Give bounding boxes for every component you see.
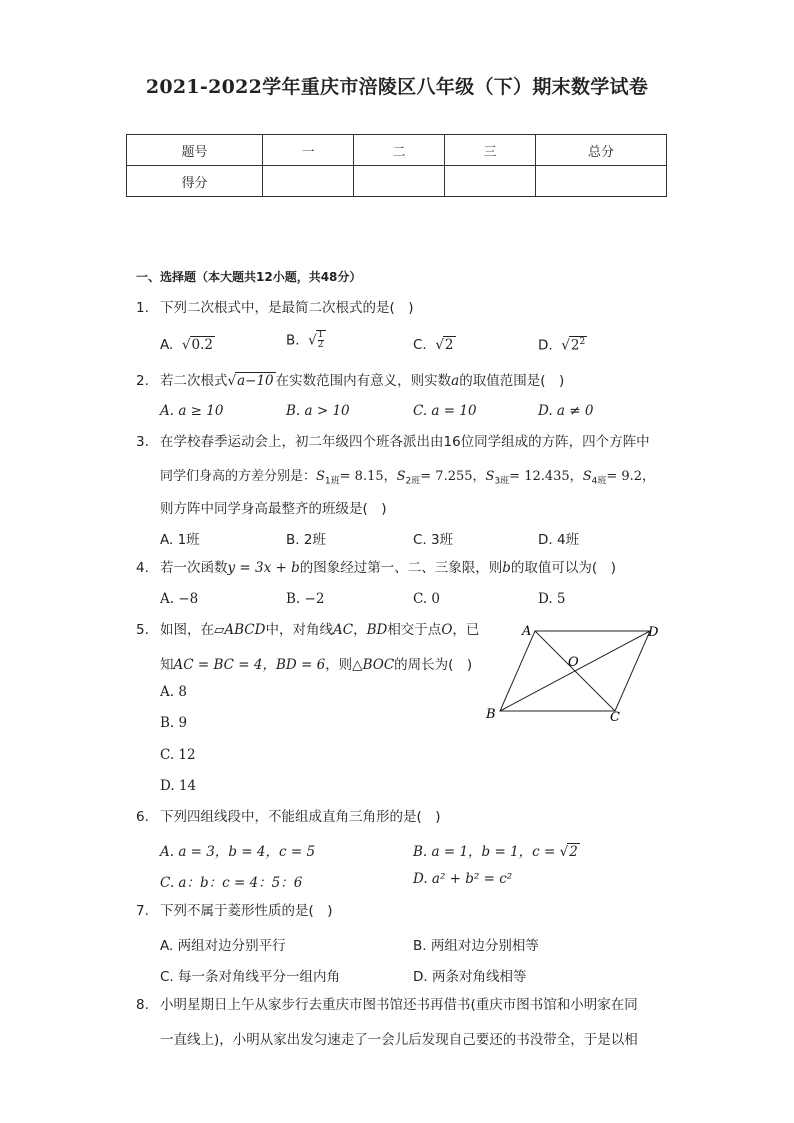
score-table bbox=[126, 134, 667, 197]
question-1 bbox=[136, 300, 414, 316]
question-7: 7. 下列不属于菱形性质的是( ) bbox=[136, 903, 333, 919]
diagonal-bd bbox=[500, 631, 650, 711]
option-a: A. 两组对边分别平行 bbox=[160, 938, 286, 954]
option-b: B. 2班 bbox=[286, 532, 326, 548]
option-d: D. 5 bbox=[538, 591, 566, 607]
option-b: B. √ $\frac{1}{2}$ bbox=[286, 330, 324, 350]
option-b: B. −2 bbox=[286, 591, 325, 607]
option-c: C. a = 10 bbox=[413, 403, 477, 419]
option-a: A. −8 bbox=[160, 591, 199, 607]
option-c: C. 每一条对角线平分一组内角 bbox=[160, 969, 341, 985]
option-c: C. 12 bbox=[160, 747, 196, 763]
table-row bbox=[127, 166, 667, 197]
table-cell: 得分 bbox=[127, 166, 263, 197]
question-5: 5. 如图，在▱ABCD中，对角线AC，BD相交于点O，已 bbox=[136, 622, 480, 638]
score-cell[interactable] bbox=[536, 166, 667, 197]
question-8-line2: 一直线上)，小明从家出发匀速走了一会儿后发现自己要还的书没带全，于是以相 bbox=[160, 1032, 638, 1048]
question-6: 6. 下列四组线段中，不能组成直角三角形的是( ) bbox=[136, 809, 441, 825]
option-b: B. 两组对边分别相等 bbox=[413, 938, 539, 954]
question-3: 3. 在学校春季运动会上，初二年级四个班各派出由16位同学组成的方阵，四个方阵中 bbox=[136, 434, 650, 450]
label-c: C bbox=[610, 710, 620, 725]
page-title: 2021-2022学年重庆市涪陵区八年级（下）期末数学试卷 bbox=[145, 76, 649, 98]
label-o: O bbox=[568, 655, 579, 670]
table-cell: 总分 bbox=[536, 135, 667, 166]
question-number: 1. bbox=[136, 300, 149, 316]
option-d: D. a ≠ 0 bbox=[538, 403, 594, 419]
option-a: A. 1班 bbox=[160, 532, 200, 548]
option-a: A. a = 3，b = 4，c = 5 bbox=[160, 844, 316, 860]
section-heading: 一、选择题（本大题共12小题，共48分） bbox=[136, 270, 362, 284]
option-d: D. a² + b² = c² bbox=[413, 871, 513, 887]
table-row bbox=[127, 135, 667, 166]
question-3-variances: 同学们身高的方差分别是：$S_{1班}= 8.15$，$S_{2班}= 7.255$，$S_{3班}= 12.435$，$S_{4班}= 9.2$， bbox=[160, 469, 656, 487]
table-cell: 一 bbox=[263, 135, 354, 166]
table-cell: 三 bbox=[445, 135, 536, 166]
option-a: A. √0.2 bbox=[160, 337, 213, 353]
parallelogram-figure bbox=[480, 618, 670, 728]
option-c: C. a：b：c = 4：5：6 bbox=[160, 875, 303, 891]
score-cell[interactable] bbox=[263, 166, 354, 197]
question-8: 8. 小明星期日上午从家步行去重庆市图书馆还书再借书(重庆市图书馆和小明家在同 bbox=[136, 997, 638, 1013]
option-d: D. 两条对角线相等 bbox=[413, 969, 527, 985]
option-b: B. 9 bbox=[160, 715, 188, 731]
question-5-line2: 知AC = BC = 4，BD = 6，则△BOC的周长为( ) bbox=[160, 657, 473, 673]
question-3-ask: 则方阵中同学身高最整齐的班级是( ) bbox=[160, 501, 387, 517]
option-c: C. 3班 bbox=[413, 532, 454, 548]
option-d: D. 4班 bbox=[538, 532, 580, 548]
label-b: B bbox=[486, 707, 496, 722]
score-cell[interactable] bbox=[445, 166, 536, 197]
option-a: A. a ≥ 10 bbox=[160, 403, 224, 419]
table-cell: 二 bbox=[354, 135, 445, 166]
option-b: B. a = 1，b = 1，c = √2 bbox=[413, 844, 578, 860]
question-2: 2. 若二次根式√a−10 在实数范围内有意义，则实数a的取值范围是( ) bbox=[136, 373, 565, 389]
question-text: 下列二次根式中，是最简二次根式的是( ) bbox=[160, 300, 414, 316]
option-b: B. a > 10 bbox=[286, 403, 350, 419]
option-c: C. √2 bbox=[413, 337, 454, 353]
table-cell: 题号 bbox=[127, 135, 263, 166]
option-d: D. 14 bbox=[160, 778, 197, 794]
label-a: A bbox=[522, 624, 532, 639]
option-c: C. 0 bbox=[413, 591, 441, 607]
score-cell[interactable] bbox=[354, 166, 445, 197]
option-d: D. $√2^2$ bbox=[538, 337, 586, 354]
question-4: 4. 若一次函数y = 3x + b的图象经过第一、二、三象限，则b的取值可以为( ) bbox=[136, 560, 616, 576]
option-a: A. 8 bbox=[160, 684, 187, 700]
label-d: D bbox=[648, 625, 659, 640]
